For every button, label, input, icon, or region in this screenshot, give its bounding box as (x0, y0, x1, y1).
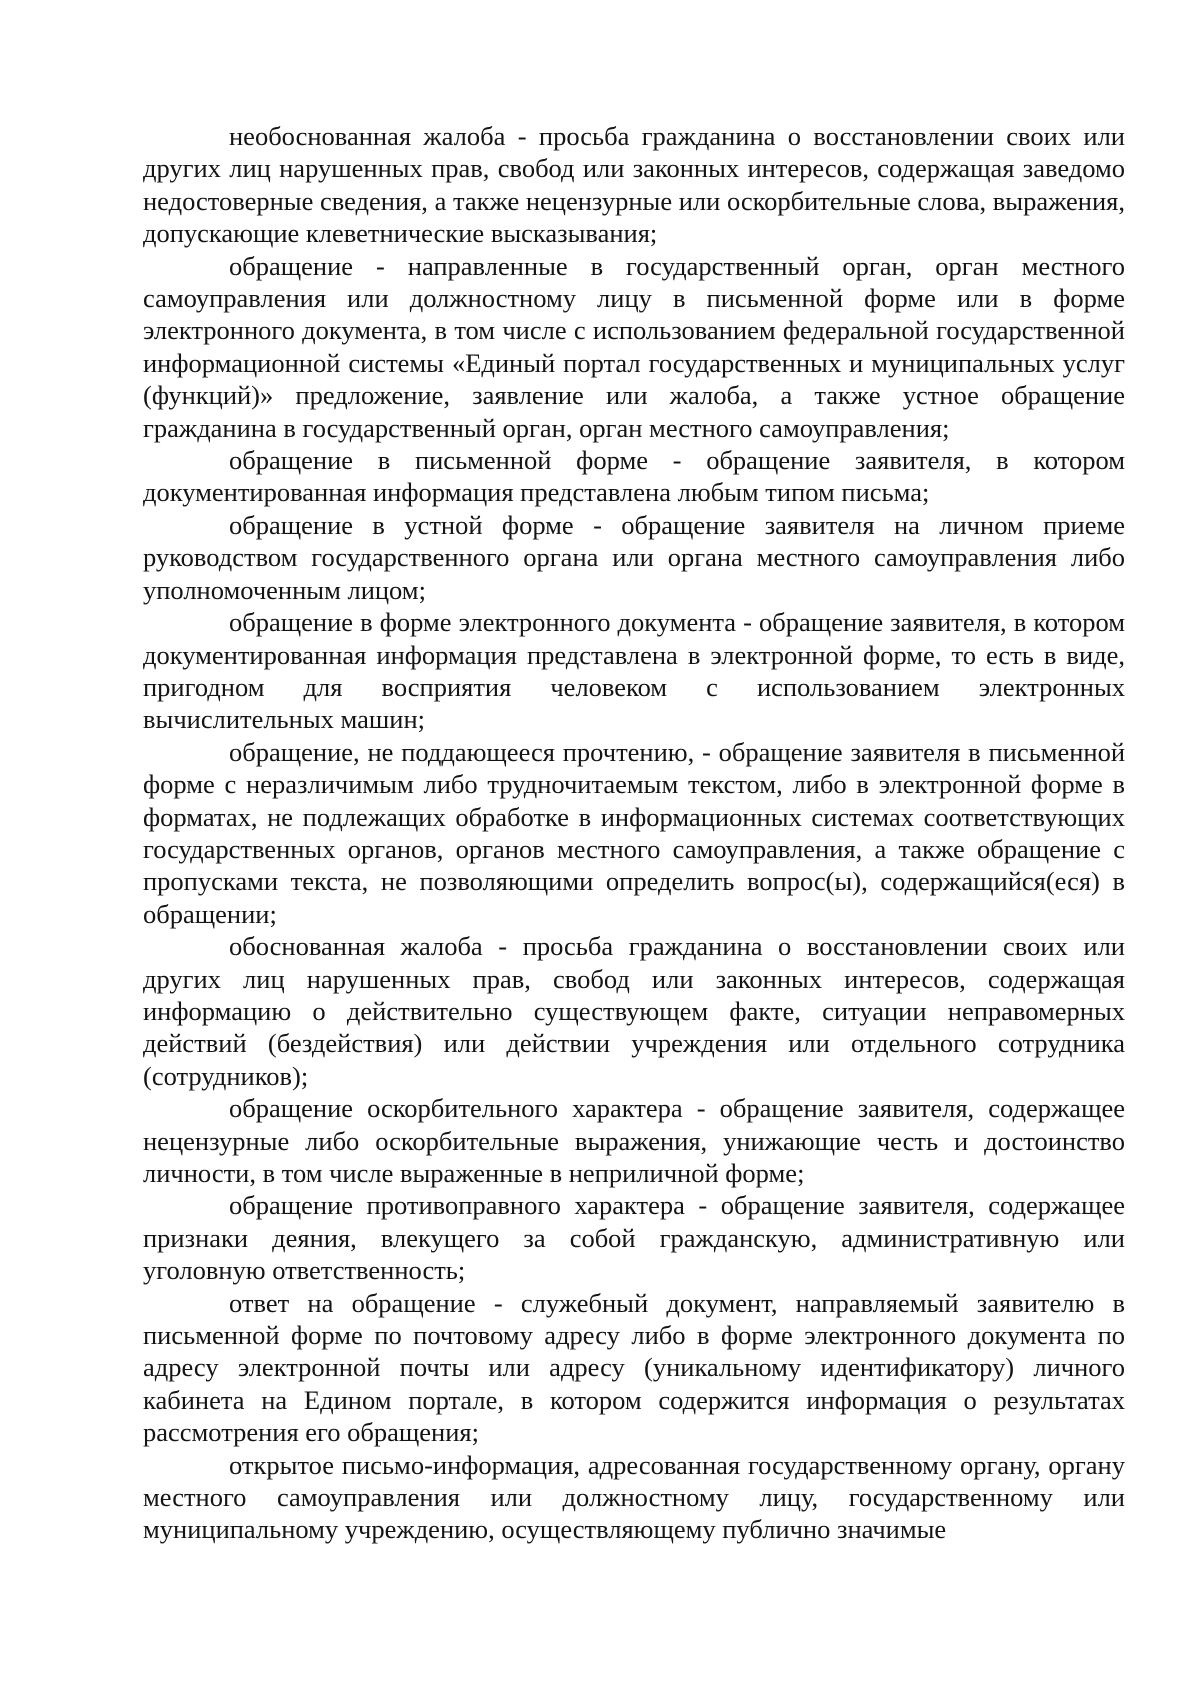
document-body (143, 120, 1125, 1546)
paragraph-unreadable-appeal: обращение, не поддающееся прочтению, - обращение заявителя в письменной форме с неразличимым либо трудночитаемым текстом, либо в электронной форме в форматах, не подлежащих обработке в информационных системах соответствующих государственных органов, органов местного самоуправления, а также обращение с пропусками текста, не позволяющими определить вопрос(ы), содержащийся(еся) в обращении; (143, 736, 1125, 929)
paragraph-oral-appeal: обращение в устной форме - обращение заявителя на личном приеме руководством государственного органа или органа местного самоуправления либо уполномоченным лицом; (143, 509, 1125, 605)
paragraph-appeal-response: ответ на обращение - служебный документ, направляемый заявителю в письменной форме по почтовому адресу либо в форме электронного документа по адресу электронной почты или адресу (уникальному идентификатору) личного кабинета на Едином портале, в котором содержится информация о результатах рассмотрения его обращения; (143, 1287, 1125, 1448)
paragraph-founded-complaint: обоснованная жалоба - просьба гражданина о восстановлении своих или других лиц нарушенных прав, свобод или законных интересов, содержащая информацию о действительно существующем факте, ситуации неправомерных действий (бездействия) или действии учреждения или отдельного сотрудника (сотрудников); (143, 931, 1125, 1091)
paragraph-appeal-definition: обращение - направленные в государственный орган, орган местного самоуправления или должностному лицу в письменной форме или в форме электронного документа, в том числе с использованием федеральной государственной информационной системы «Единый портал государственных и муниципальных услуг (функций)» предложение, заявление или жалоба, а также устное обращение гражданина в государственный орган, орган местного самоуправления; (143, 250, 1125, 443)
paragraph-electronic-appeal: обращение в форме электронного документа - обращение заявителя, в котором документированная информация представлена в электронной форме, то есть в виде, пригодном для восприятия человеком с использованием электронных вычислительных машин; (143, 607, 1125, 735)
paragraph-written-appeal: обращение в письменной форме - обращение заявителя, в котором документированная информация представлена любым типом письма; (143, 445, 1125, 508)
paragraph-unlawful-appeal: обращение противоправного характера - обращение заявителя, содержащее признаки деяния, влекущего за собой гражданскую, административную или уголовную ответственность; (143, 1190, 1125, 1286)
paragraph-open-letter: открытое письмо-информация, адресованная государственному органу, органу местного самоуправления или должностному лицу, государственному или муниципальному учреждению, осуществляющему публично значимые (143, 1449, 1125, 1545)
paragraph-unfounded-complaint: необоснованная жалоба - просьба гражданина о восстановлении своих или других лиц нарушенных прав, свобод или законных интересов, содержащая заведомо недостоверные сведения, а также нецензурные или оскорбительные слова, выражения, допускающие клеветнические высказывания; (143, 121, 1125, 249)
paragraph-offensive-appeal: обращение оскорбительного характера - обращение заявителя, содержащее нецензурные либо оскорбительные выражения, унижающие честь и достоинство личности, в том числе выраженные в неприличной форме; (143, 1093, 1125, 1188)
